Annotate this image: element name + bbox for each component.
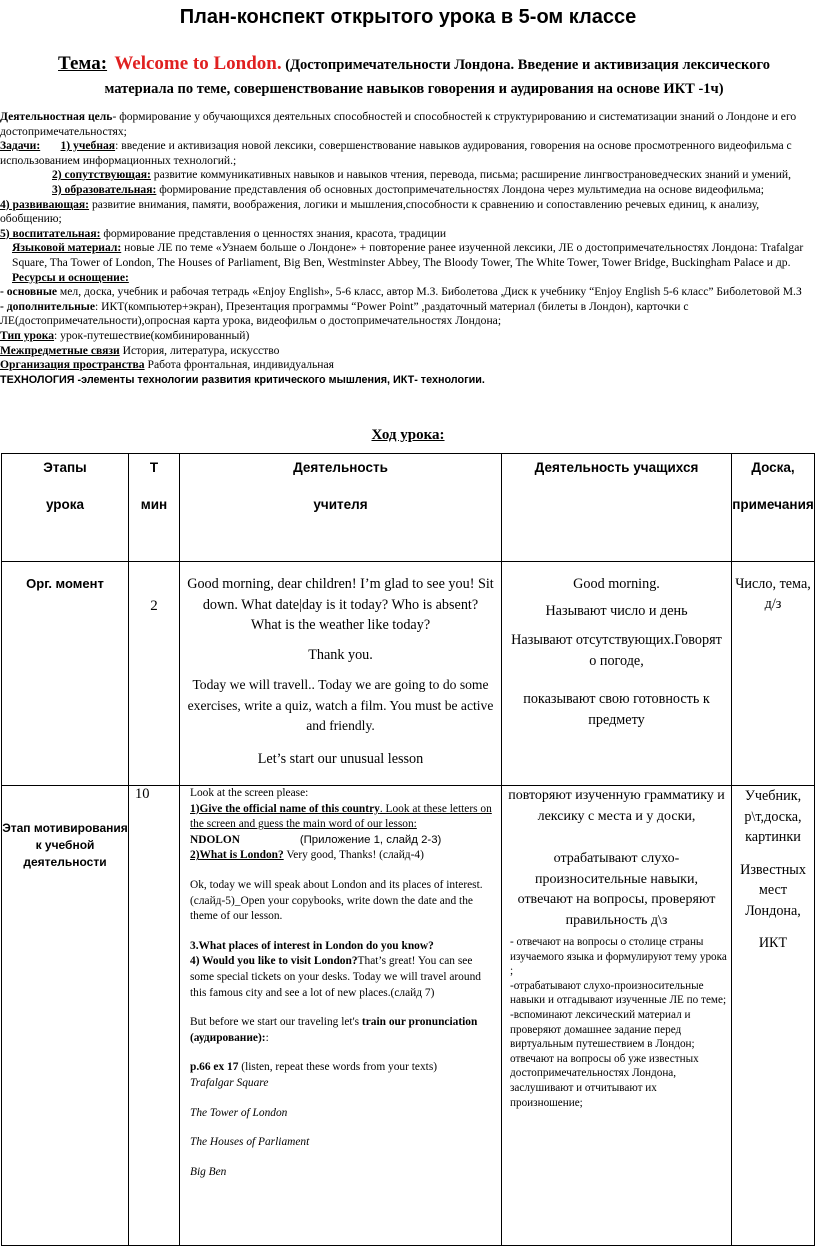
lesson-theme (22, 52, 806, 101)
technology: ТЕХНОЛОГИЯ -элементы технологии развития критического мышления, ИКТ- технологии. (0, 373, 485, 386)
row1-minutes: 2 (129, 562, 180, 786)
place-item: The Tower of London (190, 1106, 288, 1119)
row1-students: Good morning. Называют число и день Называют отсутствующих.Говорят о погоде, показывают свою готовность к предмету (502, 562, 732, 786)
interdisciplinary-links: Межпредметные связи История, литература, искусство (0, 343, 280, 357)
page-title: План-конспект открытого урока в 5-ом классе (179, 6, 637, 28)
row1-teacher: Good morning, dear children! I’m glad to see you! Sit down. What date|day is it today? Who is absent? What is the weather like today? Thank you. Today we will travell.. Today we are going to do some exercises, write a quiz, watch a film. You must be active and friendly. Let’s start our unusual lesson (180, 562, 502, 786)
resources-main: - основные мел, доска, учебник и рабочая тетрадь «Enjoy English», 5-6 класс, автор М.З. Биболетова ,Диск к учебнику “Enjoy English 5-6 класс” Биболетовой М.З (0, 285, 802, 299)
task-5: 5) воспитательная: формирование представления о ценностях знания, красота, традиции (0, 226, 447, 240)
theme-label: Тема: (58, 53, 108, 74)
language-material: Языковой материал: новые ЛЕ по теме «Узнаем больше о Лондоне» + повторение ранее изученной лексики, ЛЕ о достопримечательностях Лондона: Trafalgar Square, Tha Tower of London, The Houses of Parliament, Big Ben, Westminster Abbey, The Bloody Tower, The White Tower, Tower Bridge, Buckingham Palace и др. (12, 241, 804, 269)
lesson-type: Тип урока: урок-путешествие(комбинированный) (0, 328, 250, 342)
row2-students: повторяют изученную грамматику и лексику с места и у доски, отрабатывают слухо-произносительные навыки, отвечают на вопросы, проверяют правильность д\з - отвечают на вопросы о столице страны изучаемого языка и формулируют тему урока ; -отрабатывают слухо-произносительные навыки и отгадывают изученные ЛЕ по теме; -вспоминают лексический материал и проверяют домашнее задание перед виртуальным путешествием в Лондон; отвечают на вопросы об уже известных достопримечательностях Лондона, заслушивают и отчитывают их произношение; (502, 786, 732, 1246)
place-item: Big Ben (190, 1165, 227, 1178)
row2-teacher: Look at the screen please: 1)Give the official name of this country. Look at these letters on the screen and guess the main word of our lesson: NDOLON (Приложение 1, слайд 2-3) 2)What is London? Very good, Thanks! (слайд-4) Ok, today we will speak about London and its places of interest.(слайд-5)_Open your copybooks, write down the date and the theme of our lesson. 3.What places of interest in London do you know? 4) Would you like to visit London?That’s great! You can see some special tickets on your desks. Today we will travel around this famous city and see a lot of new places.(слайд 7) But before we start our traveling let's train our pronunciation (аудирование):: p.66 ex 17 (listen, repeat these words from your texts) Trafalgar Square The Tower of London The Houses of Parliament Big Ben (180, 786, 502, 1246)
task-4: 4) развивающая: развитие внимания, памяти, воображения, логики и мышления,способности к сравнению и сопоставлению речевых единиц, к анализу, обобщению; (0, 197, 760, 226)
resources-heading: Ресурсы и оснощение: (12, 270, 129, 284)
row2-notes: Учебник, р\т,доска, картинки Известных мест Лондона, ИКТ (732, 786, 815, 1246)
row1-stage: Орг. момент (2, 562, 129, 786)
place-item: The Houses of Parliament (190, 1136, 310, 1149)
lesson-meta (0, 110, 812, 387)
task-1: Задачи: 1) учебная: введение и активизация новой лексики, совершенствование навыков аудирования, говорения на основе просмотренного видеофильма с использованием информационных технологий.; (0, 139, 792, 167)
header-time: Т мин (129, 454, 180, 562)
lesson-table (1, 453, 815, 1246)
table-row (2, 786, 815, 1246)
task-2: 2) сопутствующая: развитие коммуникативных навыков и навыков чтения, перевода, письма; расширение лингвострановедческих знаний и умений, (52, 168, 792, 182)
place-item: Trafalgar Square (190, 1076, 269, 1089)
space-organization: Организация пространства Работа фронтальная, индивидуальная (0, 358, 334, 372)
header-board: Доска, примечания (732, 454, 815, 562)
resources-additional: - дополнительные: ИКТ(компьютер+экран), Презентация программы “Power Point” ,раздаточный материал (билеты в Лондон), карточки с ЛЕ(достопримечательности),опросная карта урока, видеофильм о достопримечательностях Лондона; (0, 299, 689, 328)
table-row (2, 562, 815, 786)
header-students: Деятельность учащихся (502, 454, 732, 562)
theme-description: (Достопримечательности Лондона. Введение и активизация лексического материала по теме, совершенствование навыков говорения и аудирования на основе ИКТ -1ч) (104, 57, 770, 97)
row2-minutes: 10 (129, 786, 180, 1246)
goal: Деятельностная цель- формирование у обучающихся деятельных способностей и способностей к структурированию и систематизации знаний о Лондоне и его достопримечательностях; (0, 110, 797, 138)
row2-stage: Этап мотивирования к учебной деятельности (2, 786, 129, 1246)
header-stage: Этапы урока (2, 454, 129, 562)
theme-name: Welcome to London. (114, 53, 282, 74)
row1-notes: Число, тема, д/з (732, 562, 815, 786)
course-heading: Ход урока: (371, 427, 445, 443)
task-3: 3) образовательная: формирование представления об основных достопримечательностях Лондона через мультимедиа на основе видеофильма; (52, 182, 765, 196)
table-header-row (2, 454, 815, 562)
header-teacher: Деятельность учителя (180, 454, 502, 562)
